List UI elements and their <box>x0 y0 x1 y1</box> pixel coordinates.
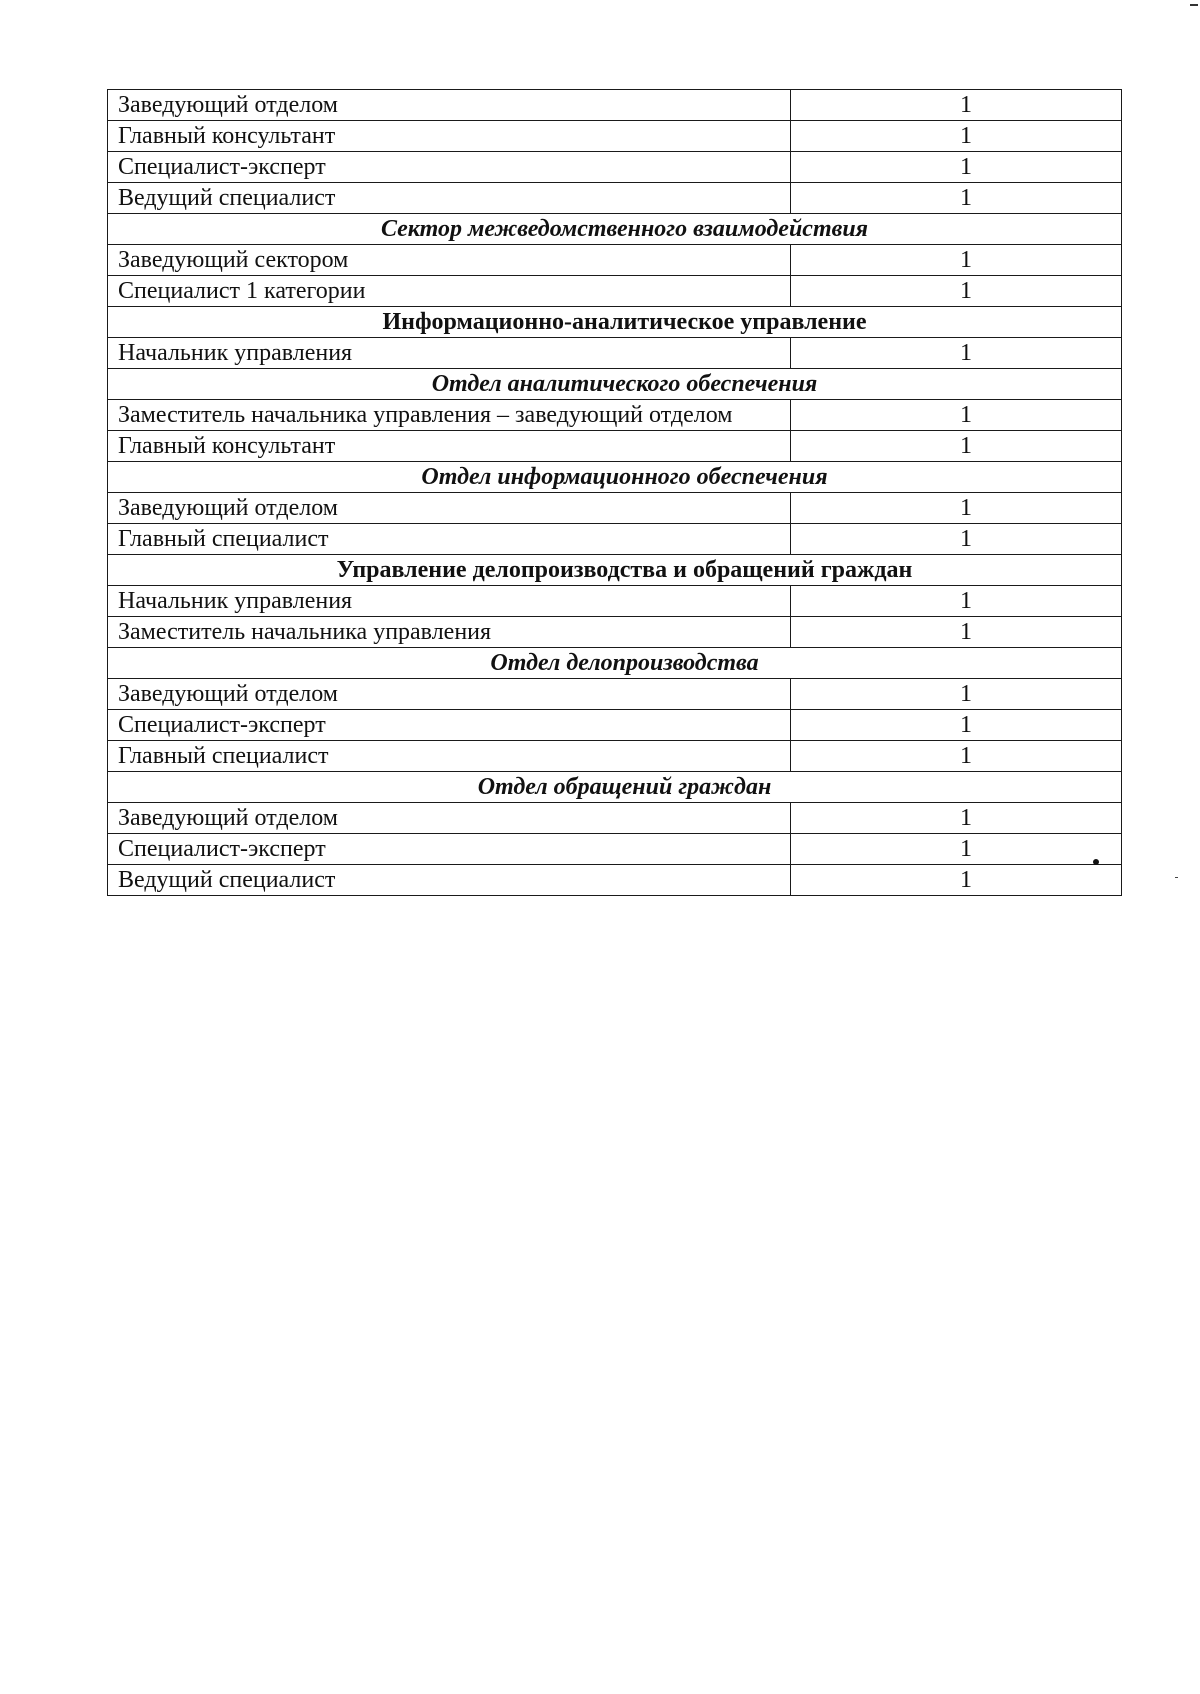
position-cell: Специалист-эксперт <box>108 152 791 183</box>
count-cell: 1 <box>791 834 1122 865</box>
section-title: Информационно-аналитическое управление <box>108 307 1122 338</box>
table-row <box>108 834 1122 865</box>
section-header-row <box>108 307 1122 338</box>
table-row <box>108 679 1122 710</box>
position-cell: Заместитель начальника управления <box>108 617 791 648</box>
count-cell: 1 <box>791 431 1122 462</box>
section-title: Управление делопроизводства и обращений граждан <box>108 555 1122 586</box>
count-cell: 1 <box>791 586 1122 617</box>
section-title: Отдел обращений граждан <box>108 772 1122 803</box>
staff-table <box>107 89 1122 896</box>
table-row <box>108 586 1122 617</box>
table-row <box>108 617 1122 648</box>
section-title: Отдел информационного обеспечения <box>108 462 1122 493</box>
section-header-row <box>108 214 1122 245</box>
count-cell: 1 <box>791 276 1122 307</box>
count-cell: 1 <box>791 400 1122 431</box>
count-cell: 1 <box>791 803 1122 834</box>
count-cell: 1 <box>791 617 1122 648</box>
position-cell: Главный специалист <box>108 741 791 772</box>
table-row <box>108 338 1122 369</box>
table-row <box>108 276 1122 307</box>
table-row <box>108 710 1122 741</box>
position-cell: Главный консультант <box>108 431 791 462</box>
table-row <box>108 865 1122 896</box>
section-title: Сектор межведомственного взаимодействия <box>108 214 1122 245</box>
section-header-row <box>108 648 1122 679</box>
section-header-row <box>108 555 1122 586</box>
staff-table-container <box>107 89 1122 896</box>
section-header-row <box>108 772 1122 803</box>
position-cell: Главный специалист <box>108 524 791 555</box>
position-cell: Заведующий отделом <box>108 803 791 834</box>
position-cell: Ведущий специалист <box>108 865 791 896</box>
position-cell: Главный консультант <box>108 121 791 152</box>
count-cell: 1 <box>791 710 1122 741</box>
table-row <box>108 245 1122 276</box>
position-cell: Заведующий отделом <box>108 679 791 710</box>
section-title: Отдел делопроизводства <box>108 648 1122 679</box>
table-row <box>108 152 1122 183</box>
table-row <box>108 90 1122 121</box>
position-cell: Специалист-эксперт <box>108 834 791 865</box>
position-cell: Специалист 1 категории <box>108 276 791 307</box>
count-cell: 1 <box>791 245 1122 276</box>
position-cell: Заместитель начальника управления – заведующий отделом <box>108 400 791 431</box>
count-cell: 1 <box>791 183 1122 214</box>
position-cell: Заведующий сектором <box>108 245 791 276</box>
count-cell: 1 <box>791 152 1122 183</box>
count-cell: 1 <box>791 338 1122 369</box>
table-row <box>108 183 1122 214</box>
count-cell: 1 <box>791 121 1122 152</box>
scan-edge-mark <box>1190 4 1198 6</box>
count-cell: 1 <box>791 741 1122 772</box>
scan-mark <box>1175 877 1178 878</box>
table-row <box>108 121 1122 152</box>
count-cell: 1 <box>791 493 1122 524</box>
position-cell: Заведующий отделом <box>108 493 791 524</box>
table-row <box>108 803 1122 834</box>
position-cell: Начальник управления <box>108 338 791 369</box>
count-cell: 1 <box>791 865 1122 896</box>
scan-speck <box>1093 859 1099 865</box>
count-cell: 1 <box>791 90 1122 121</box>
table-row <box>108 493 1122 524</box>
table-row <box>108 431 1122 462</box>
section-header-row <box>108 462 1122 493</box>
position-cell: Заведующий отделом <box>108 90 791 121</box>
table-row <box>108 400 1122 431</box>
position-cell: Ведущий специалист <box>108 183 791 214</box>
section-header-row <box>108 369 1122 400</box>
table-row <box>108 741 1122 772</box>
section-title: Отдел аналитического обеспечения <box>108 369 1122 400</box>
position-cell: Начальник управления <box>108 586 791 617</box>
count-cell: 1 <box>791 679 1122 710</box>
position-cell: Специалист-эксперт <box>108 710 791 741</box>
staff-table-body <box>108 90 1122 896</box>
table-row <box>108 524 1122 555</box>
count-cell: 1 <box>791 524 1122 555</box>
